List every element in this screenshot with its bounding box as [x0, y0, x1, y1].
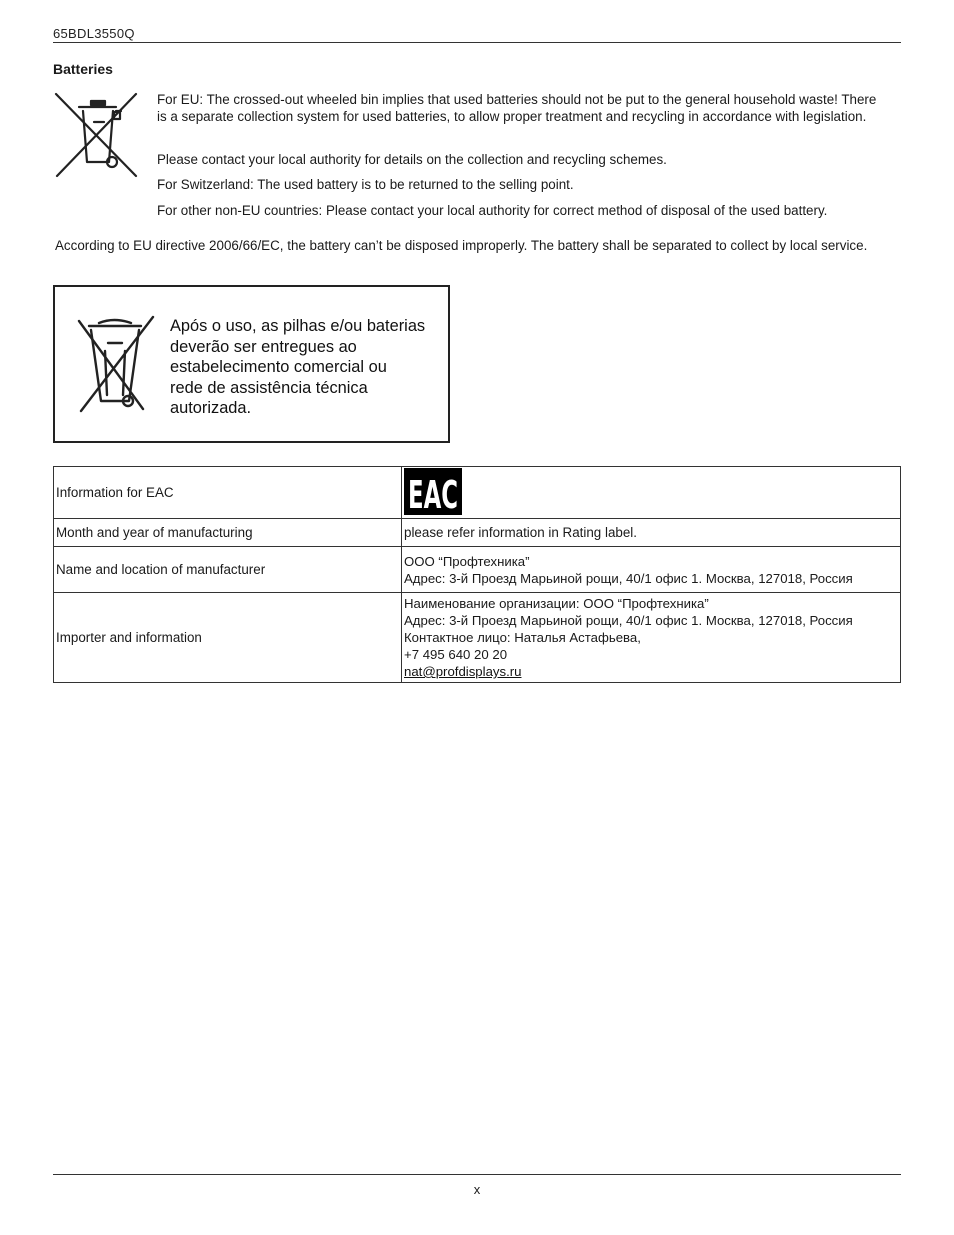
manufacturer-value-cell	[402, 547, 901, 593]
month-label-cell: Month and year of manufacturing	[54, 519, 402, 547]
importer-email-link[interactable]: nat@profdisplays.ru	[404, 664, 522, 679]
importer-org: Наименование организации: ООО “Профтехника”	[404, 596, 709, 611]
importer-address: Адрес: 3-й Проезд Марьиной рощи, 40/1 офис 1. Москва, 127018, Россия	[404, 613, 853, 628]
table-row	[54, 593, 901, 683]
switzerland-text: For Switzerland: The used battery is to be returned to the selling point.	[157, 177, 574, 192]
manufacturer-label-cell: Name and location of manufacturer	[54, 547, 402, 593]
notice-line: autorizada.	[170, 399, 252, 418]
eac-mark-logo	[404, 468, 462, 515]
eac-info-table	[53, 466, 901, 683]
importer-contact: Контактное лицо: Наталья Астафьева,	[404, 630, 641, 645]
crossed-out-bin-icon	[54, 90, 138, 180]
table-row	[54, 467, 901, 519]
non-eu-text: For other non-EU countries: Please contact your local authority for correct method of disposal of the used battery.	[157, 203, 828, 218]
header-divider	[53, 42, 901, 43]
importer-phone: +7 495 640 20 20	[404, 647, 508, 662]
notice-line: Após o uso, as pilhas e/ou baterias	[170, 317, 426, 335]
notice-line: estabelecimento comercial ou	[170, 358, 387, 377]
importer-value-cell	[402, 593, 901, 683]
contact-authority-text: Please contact your local authority for details on the collection and recycling schemes.	[157, 152, 667, 167]
section-title: Batteries	[53, 61, 113, 77]
eu-directive-text: According to EU directive 2006/66/EC, the battery can’t be disposed improperly. The battery shall be separated to collect by local service.	[55, 238, 868, 253]
eac-logo-cell	[402, 467, 901, 519]
table-row	[54, 547, 901, 593]
footer-divider	[53, 1174, 901, 1175]
manufacturer-address: Адрес: 3-й Проезд Марьиной рощи, 40/1 офис 1. Москва, 127018, Россия	[404, 570, 853, 586]
eac-logo-text: EAC	[408, 473, 458, 517]
eu-disposal-text: For EU: The crossed-out wheeled bin implies that used batteries should not be put to the general household waste! There is a separate collection system for used batteries, to allow proper treatment and recycling in accordance with legislation.	[157, 92, 877, 124]
notice-line: deverão ser entregues ao	[170, 337, 357, 356]
month-value-cell: please refer information in Rating label.	[402, 519, 901, 547]
manufacturer-name: ООО “Профтехника”	[404, 553, 530, 569]
notice-line: rede de assistência técnica	[170, 378, 368, 397]
crossed-out-bin-icon	[77, 315, 157, 413]
eac-label-cell: Information for EAC	[54, 467, 402, 519]
table-row	[54, 519, 901, 547]
brazil-battery-notice	[53, 285, 450, 443]
importer-label-cell: Importer and information	[54, 593, 402, 683]
model-number: 65BDL3550Q	[53, 26, 135, 41]
page-number: x	[473, 1182, 481, 1197]
brazil-notice-text	[170, 316, 442, 419]
